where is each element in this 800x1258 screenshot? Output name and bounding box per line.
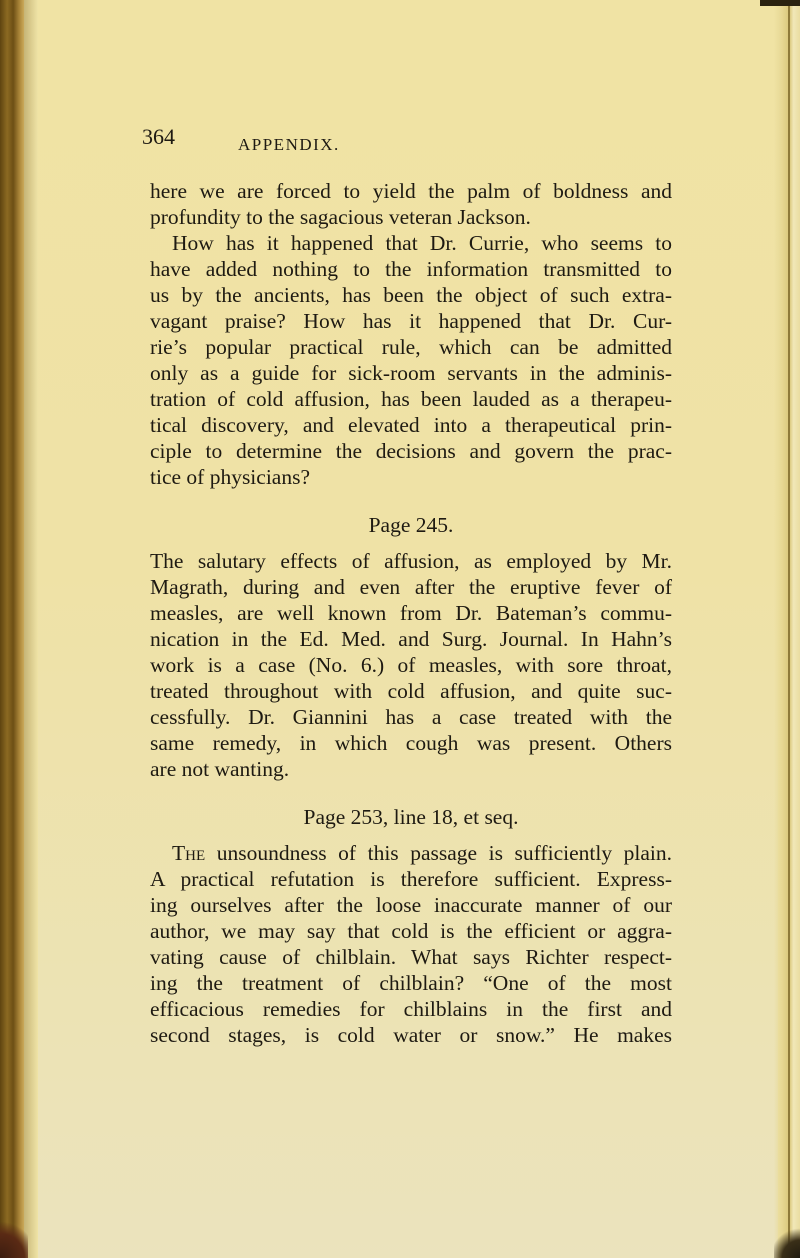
- text-line: only as a guide for sick-room servants in the adminis-: [150, 361, 672, 385]
- text-line: efficacious remedies for chilblains in the first and: [150, 997, 672, 1021]
- book-spine-edge: [0, 0, 24, 1258]
- text-line: ing ourselves after the loose inaccurate manner of our: [150, 893, 672, 917]
- text-line: ciple to determine the decisions and govern the prac-: [150, 439, 672, 463]
- running-head: APPENDIX.: [238, 135, 340, 154]
- text-line: How has it happened that Dr. Currie, who seems to: [172, 231, 672, 255]
- text-line-rest: unsoundness of this passage is sufficiently plain.: [205, 841, 672, 865]
- text-line: treated throughout with cold affusion, and quite suc-: [150, 679, 672, 703]
- text-line: rie’s popular practical rule, which can be admitted: [150, 335, 672, 359]
- text-line: are not wanting.: [150, 757, 290, 781]
- text-line: second stages, is cold water or snow.” He makes: [150, 1023, 672, 1047]
- section-heading-page-245: Page 245.: [368, 513, 454, 537]
- book-corner-shadow: [0, 1218, 28, 1258]
- text-line: us by the ancients, has been the object of such extra-: [150, 283, 672, 307]
- page-right-edge: [774, 0, 800, 1258]
- smallcaps-lead-word: The: [172, 841, 206, 865]
- paragraph-page-253: [150, 840, 672, 1048]
- text-line: ing the treatment of chilblain? “One of the most: [150, 971, 672, 995]
- page-number: 364: [142, 124, 175, 149]
- paragraph-intro: [150, 178, 672, 230]
- gutter-shadow: [24, 0, 38, 1258]
- section-heading-page-253: Page 253, line 18, et seq.: [303, 805, 519, 829]
- text-line: cessfully. Dr. Giannini has a case treated with the: [150, 705, 672, 729]
- text-line: tice of physicians?: [150, 465, 311, 489]
- text-line: same remedy, in which cough was present. Others: [150, 731, 672, 755]
- text-line: here we are forced to yield the palm of boldness and: [150, 179, 672, 203]
- text-line: The salutary effects of affusion, as employed by Mr.: [150, 549, 672, 573]
- page-top-corner: [760, 0, 800, 6]
- text-line: author, we may say that cold is the efficient or aggra-: [150, 919, 672, 943]
- text-line: Magrath, during and even after the eruptive fever of: [150, 575, 672, 599]
- text-line: nication in the Ed. Med. and Surg. Journal. In Hahn’s: [150, 627, 672, 651]
- text-line: work is a case (No. 6.) of measles, with sore throat,: [150, 653, 672, 677]
- text-line: have added nothing to the information transmitted to: [150, 257, 672, 281]
- text-line: A practical refutation is therefore sufficient. Express-: [150, 867, 672, 891]
- text-line: vating cause of chilblain. What says Richter respect-: [150, 945, 672, 969]
- page-bottom-corner: [774, 1228, 800, 1258]
- text-line: tical discovery, and elevated into a therapeutical prin-: [150, 413, 672, 437]
- text-line: tration of cold affusion, has been lauded as a therapeu-: [150, 387, 672, 411]
- page-edge-line: [788, 0, 790, 1258]
- paragraph-currie: [150, 230, 672, 490]
- page-header: [142, 124, 672, 158]
- text-line: measles, are well known from Dr. Bateman’s commu-: [150, 601, 672, 625]
- text-line: vagant praise? How has it happened that Dr. Cur-: [150, 309, 672, 333]
- page-text: [142, 124, 672, 1048]
- paragraph-page-245: [150, 548, 672, 782]
- text-line: [150, 840, 672, 866]
- text-line: profundity to the sagacious veteran Jackson.: [150, 205, 531, 229]
